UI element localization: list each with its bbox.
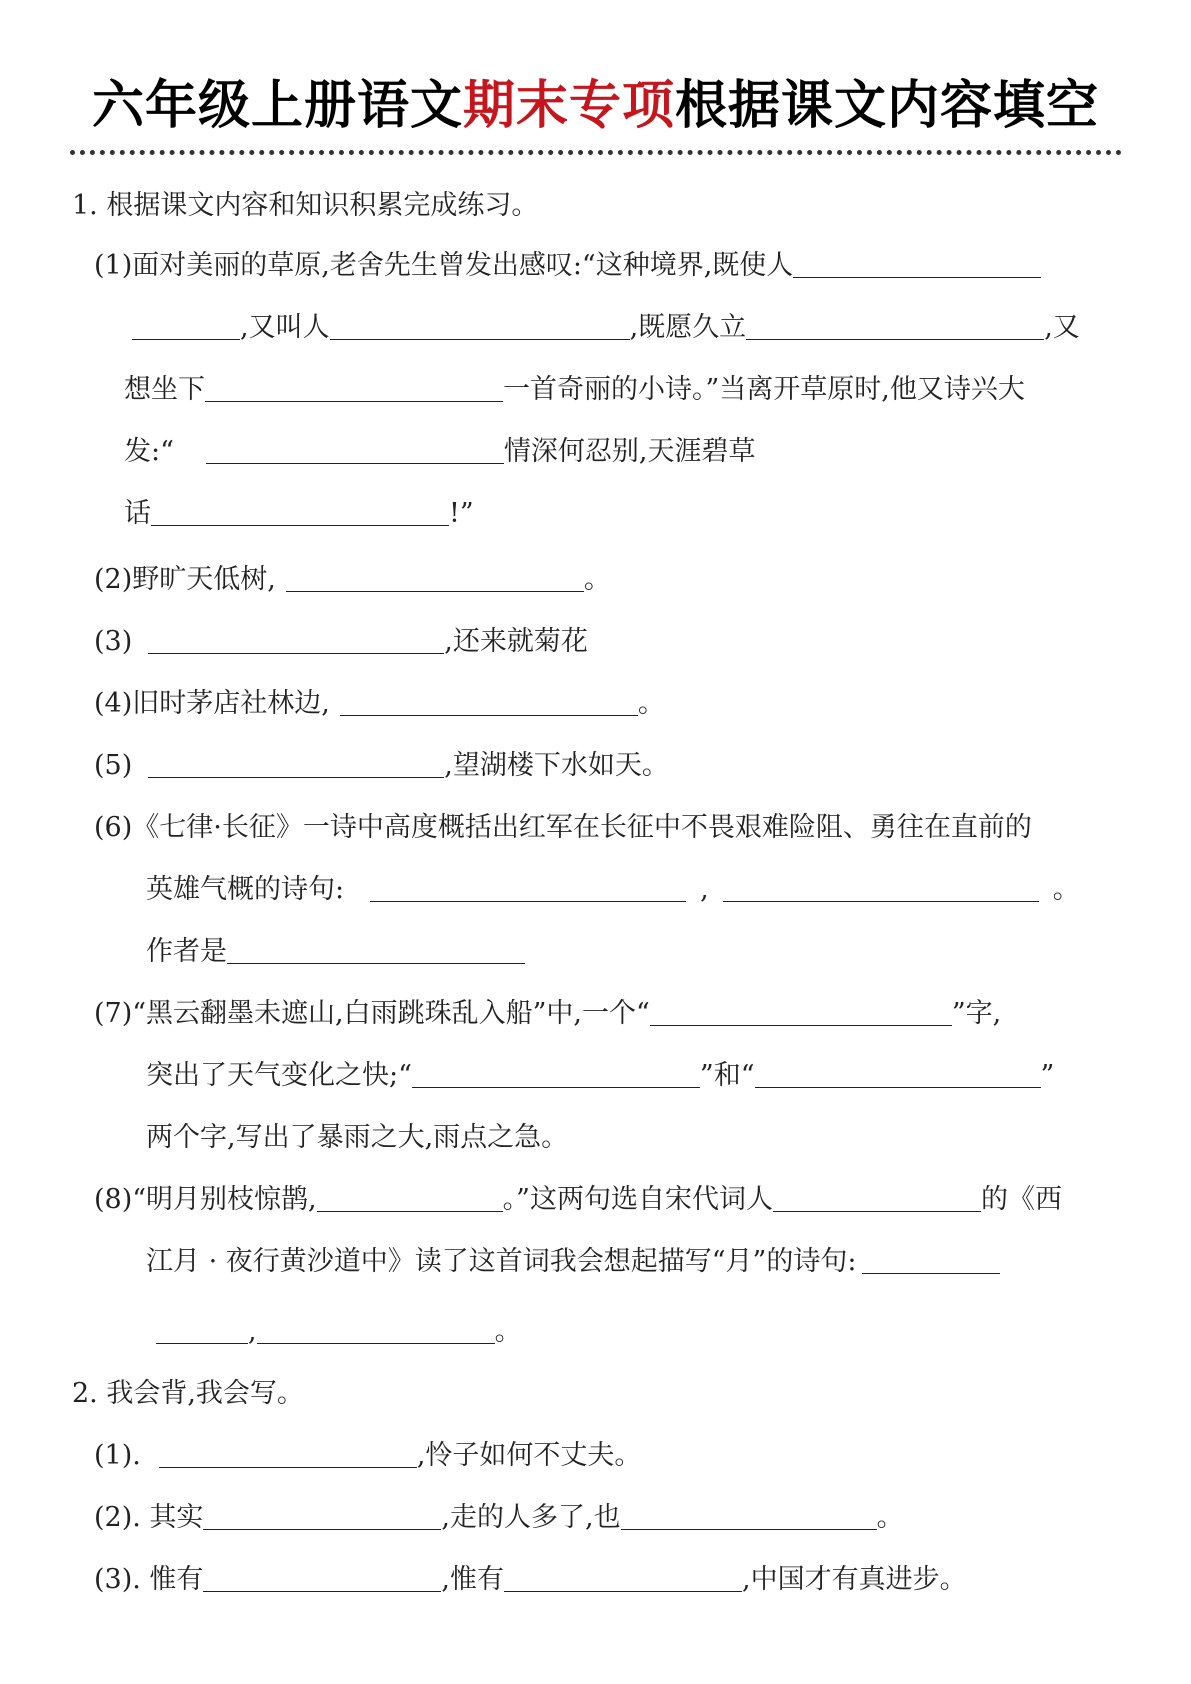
blank[interactable] bbox=[151, 495, 449, 526]
blank[interactable] bbox=[862, 1243, 1000, 1274]
q1-4: (4)旧时茅店社林边, 。 bbox=[94, 684, 665, 724]
blank[interactable] bbox=[746, 309, 1044, 340]
blank[interactable] bbox=[330, 309, 630, 340]
q1-1-line2: ,又叫人 ,既愿久立 ,又 bbox=[132, 308, 1080, 348]
q1-1-line5: 话 !” bbox=[124, 494, 474, 534]
title-part2: 根据课文内容填空 bbox=[675, 76, 1100, 136]
blank[interactable] bbox=[148, 747, 444, 778]
page-title bbox=[0, 74, 1191, 138]
q1-2: (2)野旷天低树, 。 bbox=[94, 560, 611, 600]
q1-8-line1: (8)“明月别枝惊鹊, 。”这两句选自宋代词人 的《西 bbox=[94, 1180, 1062, 1220]
blank[interactable] bbox=[504, 1561, 742, 1592]
q1-3: (3) ,还来就菊花 bbox=[94, 622, 588, 662]
blank[interactable] bbox=[286, 561, 584, 592]
blank[interactable] bbox=[317, 1181, 503, 1212]
blank[interactable] bbox=[723, 871, 1039, 902]
blank[interactable] bbox=[650, 995, 952, 1026]
q2-3: (3). 惟有 ,惟有 ,中国才有真进步。 bbox=[94, 1560, 967, 1600]
blank[interactable] bbox=[755, 1057, 1041, 1088]
q2-2: (2). 其实 ,走的人多了,也 。 bbox=[94, 1498, 904, 1538]
blank[interactable] bbox=[227, 933, 525, 964]
q1-5: (5) ,望湖楼下水如天。 bbox=[94, 746, 669, 786]
blank[interactable] bbox=[340, 685, 638, 716]
q1-6-line2: 英雄气概的诗句: , 。 bbox=[146, 870, 1080, 910]
q1-6-line3: 作者是 bbox=[146, 932, 525, 972]
q1-7-line3: 两个字,写出了暴雨之大,雨点之急。 bbox=[146, 1122, 569, 1153]
blank[interactable] bbox=[206, 433, 504, 464]
q2-1: (1). ,怜子如何不丈夫。 bbox=[94, 1436, 641, 1476]
q1-7-line1: (7)“黑云翻墨未遮山,白雨跳珠乱入船”中,一个“ ”字, bbox=[94, 994, 1001, 1034]
q1-8-line2: 江月 · 夜行黄沙道中》读了这首词我会想起描写“月”的诗句: bbox=[146, 1242, 1000, 1282]
q1-1-line3: 想坐下 一首奇丽的小诗。”当离开草原时,他又诗兴大 bbox=[124, 370, 1025, 410]
blank[interactable] bbox=[412, 1057, 700, 1088]
q1-7-line2: 突出了天气变化之快;“ ”和“ ” bbox=[146, 1056, 1054, 1096]
q1-heading: 1. 根据课文内容和知识积累完成练习。 bbox=[72, 190, 539, 221]
q1-8-line3: , 。 bbox=[156, 1312, 522, 1352]
blank[interactable] bbox=[257, 1313, 495, 1344]
blank[interactable] bbox=[203, 1499, 441, 1530]
blank[interactable] bbox=[370, 871, 686, 902]
blank[interactable] bbox=[156, 1313, 248, 1344]
title-part1: 六年级上册语文 bbox=[91, 76, 463, 136]
blank[interactable] bbox=[132, 309, 240, 340]
q1-6-line1: (6)《七律·长征》一诗中高度概括出红军在长征中不畏艰难险阻、勇往在直前的 bbox=[94, 812, 1032, 843]
blank[interactable] bbox=[159, 1437, 417, 1468]
blank[interactable] bbox=[621, 1499, 877, 1530]
q2-heading: 2. 我会背,我会写。 bbox=[72, 1378, 304, 1409]
blank[interactable] bbox=[793, 247, 1041, 278]
q1-1-line1: (1)面对美丽的草原,老舍先生曾发出感叹:“这种境界,既使人 bbox=[94, 246, 1041, 286]
blank[interactable] bbox=[205, 371, 503, 402]
q1-1-line4: 发:“ 情深何忍别,天涯碧草 bbox=[124, 432, 756, 472]
title-highlight: 期末专项 bbox=[462, 76, 675, 136]
blank[interactable] bbox=[773, 1181, 981, 1212]
dotted-divider bbox=[70, 150, 1122, 155]
blank[interactable] bbox=[203, 1561, 441, 1592]
blank[interactable] bbox=[148, 623, 444, 654]
